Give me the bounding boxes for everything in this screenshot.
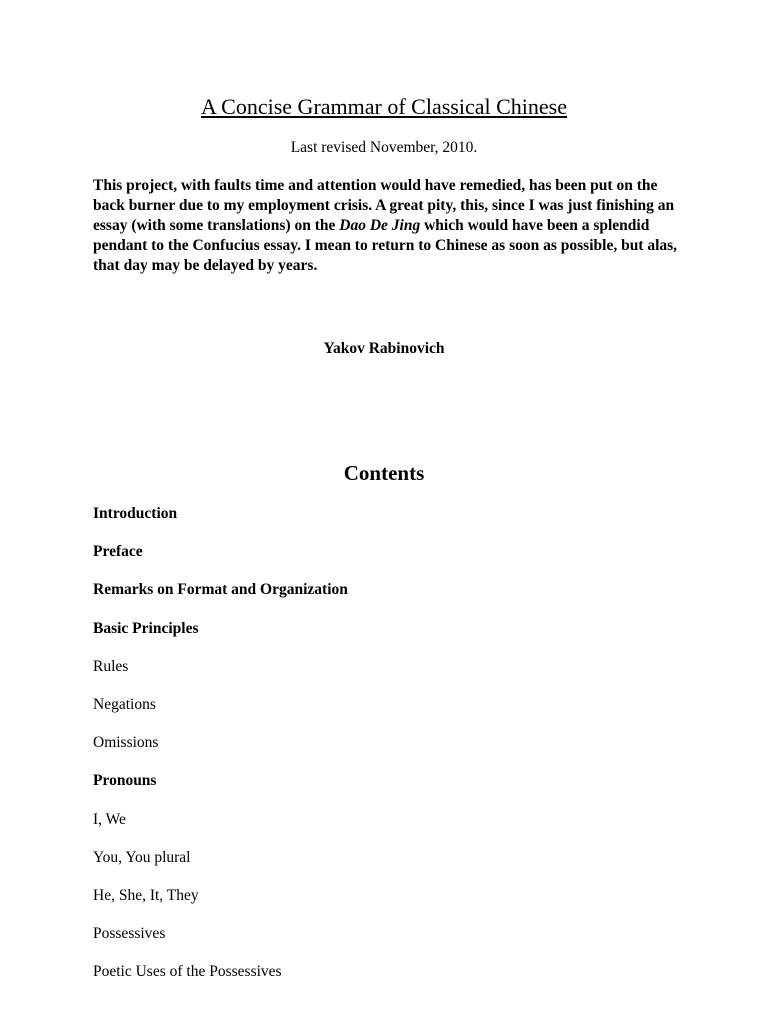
toc-item[interactable]: Rules <box>93 657 129 675</box>
book-title-dao-de-jing: Dao De Jing <box>339 217 421 234</box>
toc-item[interactable]: I, We <box>93 810 126 828</box>
author-name: Yakov Rabinovich <box>323 340 445 357</box>
author-note-text-end: which would have been a splendid pendant to the Confucius essay. I mean to return to Chinese as soon as possible, but alas, that day may be delayed by years. <box>93 217 678 274</box>
toc-item[interactable]: Pronouns <box>93 772 157 790</box>
toc-item[interactable]: He, She, It, They <box>93 886 199 904</box>
toc-item[interactable]: Introduction <box>93 505 178 522</box>
revision-date: Last revised November, 2010. <box>290 139 478 156</box>
author-note <box>93 176 683 276</box>
toc-item[interactable]: Remarks on Format and Organization <box>93 581 348 599</box>
toc-item[interactable]: You, You plural <box>93 848 191 866</box>
author-note-text-start: This project, with faults time and attention would have remedied, has been put on the back burner due to my employment crisis. A great pity, this, since I was just finishing an essay (with some translations) on the <box>93 177 675 234</box>
document-title: A Concise Grammar of Classical Chinese <box>201 94 567 119</box>
toc-item[interactable]: Basic Principles <box>93 619 199 637</box>
toc-item[interactable]: Negations <box>93 695 156 713</box>
toc-item[interactable]: Preface <box>93 543 143 561</box>
contents-heading: Contents <box>343 461 425 485</box>
table-of-contents <box>93 504 348 1000</box>
toc-item[interactable]: Omissions <box>93 734 159 752</box>
toc-item[interactable]: Possessives <box>93 925 166 943</box>
toc-item[interactable]: Poetic Uses of the Possessives <box>93 963 282 981</box>
